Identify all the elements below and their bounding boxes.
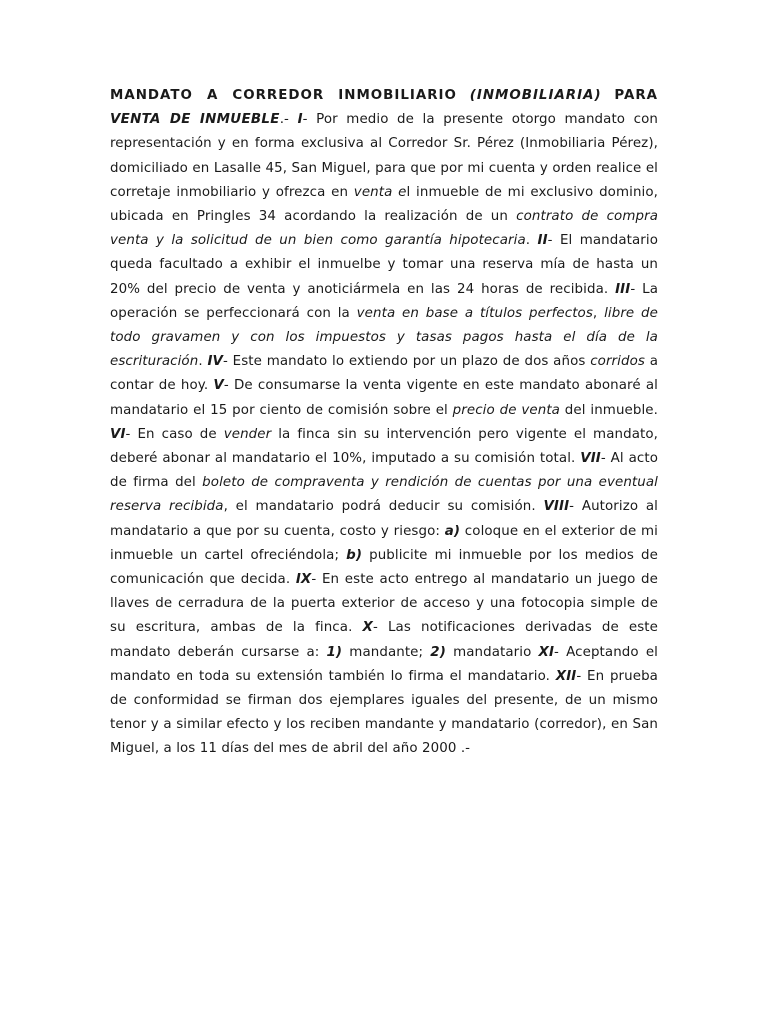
clause-number-vi: VI <box>110 426 126 442</box>
body-text: - El mandatario queda facultado a exhibir el inmuelbe y tomar una reserva mía de hasta un 20% del precio de venta y anoticiármela en las 24 horas de recibida. <box>110 233 659 297</box>
body-text: del inmueble. <box>559 402 658 418</box>
body-text: - Al acto de firma del <box>110 451 658 491</box>
body-text: - Este mandato lo extiendo por un plazo de dos años <box>222 354 591 370</box>
body-text: publicite mi inmueble por los medios de comunicación que decida. <box>110 547 658 588</box>
body-text: la finca sin su intervención pero vigente el mandato, deberé abonar al mandatario el 10%, imputado a su comisión total. <box>110 426 659 467</box>
document-title-para: PARA <box>614 88 659 103</box>
italic-text: vender <box>223 426 272 442</box>
clause-number-iii: III <box>615 281 631 297</box>
mandate-body-paragraph <box>110 84 658 762</box>
body-text: mandatario <box>445 644 539 660</box>
clause-number-x: X <box>362 620 373 636</box>
clause-number-iv: IV <box>207 354 223 370</box>
italic-text: precio de venta <box>452 402 560 418</box>
italic-text: venta e <box>353 184 407 200</box>
clause-number-v: V <box>213 378 224 394</box>
body-text: - Autorizo al mandatario a que por su cuenta, costo y riesgo: <box>110 499 659 539</box>
body-text: - De consumarse la venta vigente en este mandato abonaré al mandatario el 15 por ciento de comisión sobre el <box>110 378 658 418</box>
clause-number-xi: XI <box>538 644 555 660</box>
clause-number-xii: XII <box>555 668 577 684</box>
document-title-parenthetical: (INMOBILIARIA) <box>469 88 602 103</box>
body-text: - Las notificaciones derivadas de este mandato deberán cursarse a: <box>110 620 658 660</box>
italic-text: contrato de compra venta y la solicitud de un bien como garantía hipotecaria <box>110 209 658 249</box>
body-text: .- <box>279 112 298 128</box>
list-marker-1: 1) <box>326 644 343 660</box>
list-marker-2: 2) <box>430 644 446 660</box>
italic-text: corridos <box>590 354 645 370</box>
italic-text: libre de todo gravamen y con los impuestos y tasas pagos hasta el día de la escrituración <box>110 305 658 370</box>
body-text: . <box>198 354 208 370</box>
body-text: . <box>525 233 538 249</box>
body-text: coloque en el exterior de mi inmueble un cartel ofreciéndola; <box>110 523 658 563</box>
clause-number-i: I <box>297 112 303 128</box>
italic-text: venta en base a títulos perfectos <box>356 305 593 321</box>
body-text: - Aceptando el mandato en toda su extensión también lo firma el mandatario. <box>110 644 658 684</box>
document-title: MANDATO A CORREDOR INMOBILIARIO <box>110 88 457 103</box>
body-text: - En caso de <box>125 426 224 442</box>
body-text: mandante; <box>342 644 431 660</box>
body-text: , <box>592 305 605 321</box>
list-marker-b: b) <box>346 547 363 563</box>
body-text: - En prueba de conformidad se firman dos ejemplares iguales del presente, de un mismo tenor y a similar efecto y los reciben mandante y mandatario (corredor), en San Miguel, a los 11 días del mes de abril del año 2000 .- <box>110 668 658 757</box>
clause-number-vii: VII <box>580 451 601 467</box>
body-text: a contar de hoy. <box>110 354 658 394</box>
clause-number-ii: II <box>537 233 548 249</box>
body-text: - La operación se perfeccionará con la <box>110 281 659 321</box>
body-text: l inmueble de mi exclusivo dominio, ubicada en Pringles 34 acordando la realización de un <box>110 184 658 225</box>
list-marker-a: a) <box>444 523 461 539</box>
clause-number-viii: VIII <box>543 499 570 515</box>
body-text: , el mandatario podrá deducir su comisión. <box>223 499 544 515</box>
clause-number-ix: IX <box>295 572 312 588</box>
document-title-subject: VENTA DE INMUEBLE <box>110 112 280 128</box>
body-text: - Por medio de la presente otorgo mandato con representación y en forma exclusiva al Corredor Sr. Pérez (Inmobiliaria Pérez), domiciliado en Lasalle 45, San Miguel, para que por mi cuenta y orden realice el corretaje inmobiliario y ofrezca en <box>110 112 658 200</box>
body-text: - En este acto entrego al mandatario un juego de llaves de cerradura de la puerta exterior de acceso y una fotocopia simple de su escritura, ambas de la finca. <box>110 572 658 636</box>
italic-text: boleto de compraventa y rendición de cuentas por una eventual reserva recibida <box>110 475 658 515</box>
